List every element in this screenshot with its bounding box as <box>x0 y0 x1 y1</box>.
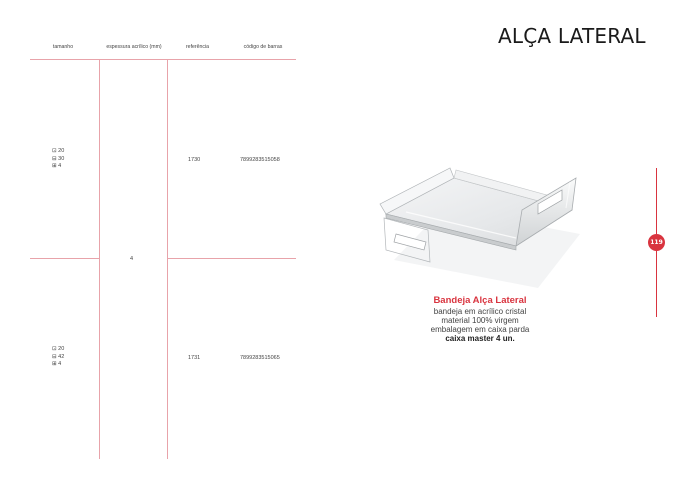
reference-cell: 1731 <box>188 355 201 361</box>
table-column-divider <box>167 59 168 459</box>
table-column-divider <box>99 59 100 459</box>
barcode-cell: 7899283515058 <box>240 157 280 163</box>
size-width: ⊞ 4 <box>52 163 62 169</box>
size-diameter: ⊡ 20 <box>52 346 65 352</box>
product-description-line: bandeja em acrílico cristal <box>433 306 527 316</box>
page-number-badge: 119 <box>648 234 665 251</box>
reference-cell: 1730 <box>188 157 201 163</box>
column-header-tamanho: tamanho <box>52 44 74 50</box>
table-row-divider <box>30 258 99 259</box>
size-height: ⊟ 30 <box>52 155 65 162</box>
column-header-referencia: referência <box>185 44 210 50</box>
side-accent-rule <box>656 168 657 234</box>
page-title: ALÇA LATERAL <box>498 24 646 48</box>
product-master-box: caixa master 4 un. <box>445 334 515 344</box>
column-header-espessura: espessura acrílico (mm) <box>106 44 162 50</box>
side-accent-rule <box>656 251 657 317</box>
column-header-codigo: código de barras <box>243 44 283 50</box>
thickness-cell: 4 <box>130 256 134 262</box>
acrylic-tray-image <box>366 138 596 288</box>
product-description-line: embalagem em caixa parda <box>430 325 530 335</box>
product-description-line: material 100% virgem <box>441 315 519 325</box>
size-diameter: ⊡ 20 <box>52 148 65 154</box>
barcode-cell: 7899283515065 <box>240 355 280 361</box>
product-caption <box>400 296 560 344</box>
table-row-divider <box>167 258 296 259</box>
size-width: ⊞ 4 <box>52 361 62 367</box>
product-title: Bandeja Alça Lateral <box>433 295 527 306</box>
table-header-rule <box>30 59 296 60</box>
size-height: ⊟ 42 <box>52 353 65 360</box>
table-row <box>52 148 64 171</box>
table-row <box>52 346 64 369</box>
